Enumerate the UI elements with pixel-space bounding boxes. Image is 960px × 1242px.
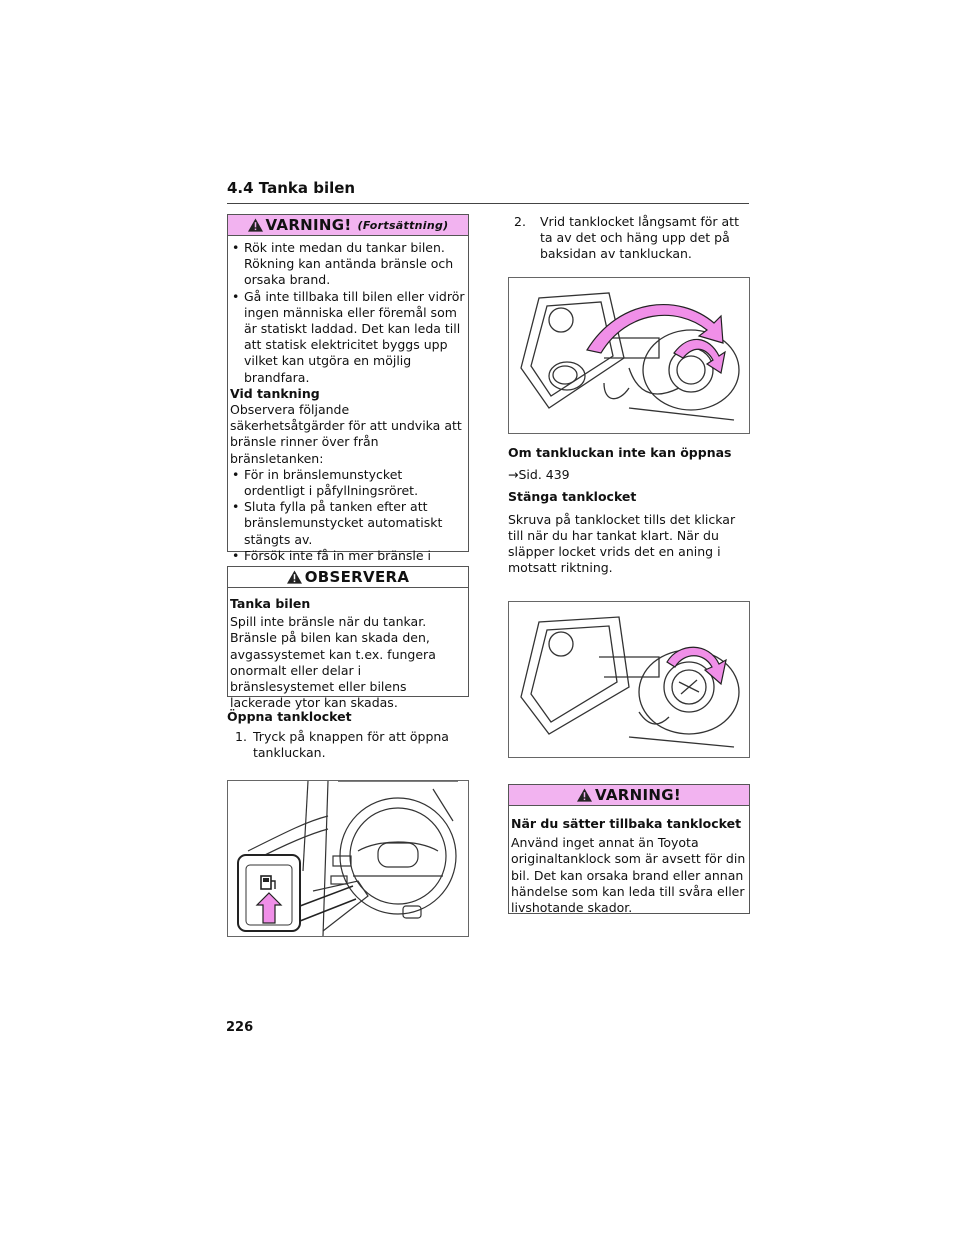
- notice-header: [228, 567, 468, 588]
- warning-body: [228, 236, 468, 580]
- open-cap-section: [227, 709, 469, 762]
- warning-paragraph: Använd inget annat än Toyota originaltanklock som är avsett för din bil. Det kan orsaka brand eller annan händelse som kan leda till svåra eller livshotande skador.: [511, 835, 746, 916]
- warning-header: [228, 215, 468, 236]
- dashboard-figure: [227, 780, 469, 937]
- step-number: 1.: [235, 729, 247, 745]
- step-2: [514, 214, 750, 263]
- continuation-label: (Fortsättning): [357, 218, 449, 232]
- close-cap-paragraph: Skruva på tanklocket tills det klickar till när du har tankat klart. När du släpper locket vrids det en aning i motsatt riktning.: [508, 511, 736, 576]
- notice-paragraph: Spill inte bränsle när du tankar. Bränsle på bilen kan skada den, avgassystemet kan t.ex. fungera onormalt eller delar i bränslesystemet eller bilens lackerade ytor kan skadas.: [230, 614, 436, 711]
- cap-closing-illustration: [509, 602, 749, 757]
- cap-removal-illustration: [509, 278, 749, 433]
- dashboard-illustration: [228, 781, 468, 936]
- caution-icon: [287, 570, 302, 584]
- warning-title: VARNING!: [265, 216, 352, 234]
- warning-subheading: När du sätter tillbaka tanklocket: [511, 816, 742, 831]
- warning-header: [509, 785, 749, 806]
- open-cap-heading: Öppna tanklocket: [227, 709, 352, 724]
- section-title: 4.4 Tanka bilen: [227, 179, 749, 204]
- warning-title: VARNING!: [595, 786, 681, 804]
- warning-box: [508, 784, 750, 914]
- notice-subheading: Tanka bilen: [230, 596, 311, 611]
- notice-box: [227, 566, 469, 711]
- warning-paragraph: Observera följande säkerhetsåtgärder för att undvika att bränsle rinner över från bränsletanken:: [230, 402, 462, 466]
- tighten-arrow-icon: [667, 647, 726, 684]
- warning-subheading: Vid tankning: [230, 385, 320, 401]
- step-text: Vrid tanklocket långsamt för att ta av det och häng upp det på baksidan av tankluckan.: [540, 214, 739, 262]
- list-item: • För in bränslemunstycket ordentligt i påfyllningsröret.: [230, 467, 466, 499]
- step-1: [235, 729, 469, 761]
- list-item: • Sluta fylla på tanken efter att bränslemunstycket automatiskt stängts av.: [230, 499, 466, 548]
- close-cap-heading: Stänga tanklocket: [508, 489, 637, 505]
- step-number: 2.: [514, 214, 526, 229]
- cannot-open-section: [508, 445, 750, 576]
- warning-triangle-icon: [577, 788, 592, 802]
- cap-removal-figure: [508, 277, 750, 434]
- warning-triangle-icon: [248, 218, 263, 232]
- warning-box-continued: [227, 214, 469, 563]
- page-reference-link[interactable]: →Sid. 439: [508, 467, 570, 483]
- pull-arrow-icon: [674, 339, 725, 373]
- cannot-open-heading: Om tankluckan inte kan öppnas: [508, 445, 732, 460]
- list-item: • Gå inte tillbaka till bilen eller vidrör ingen människa eller föremål som är statiskt laddad. Det kan leda till att statisk elektricitet byggs upp vilket kan utgöra en möjlig brandfara.: [230, 289, 466, 386]
- list-item: • Försök inte få in mer bränsle i: [230, 548, 466, 580]
- notice-title: OBSERVERA: [304, 568, 410, 586]
- cap-closing-figure: [508, 601, 750, 758]
- page-number: 226: [226, 1020, 254, 1035]
- list-item: • Rök inte medan du tankar bilen. Rökning kan antända bränsle och orsaka brand.: [230, 240, 466, 289]
- step-text: Tryck på knappen för att öppna tankluckan.: [253, 729, 449, 761]
